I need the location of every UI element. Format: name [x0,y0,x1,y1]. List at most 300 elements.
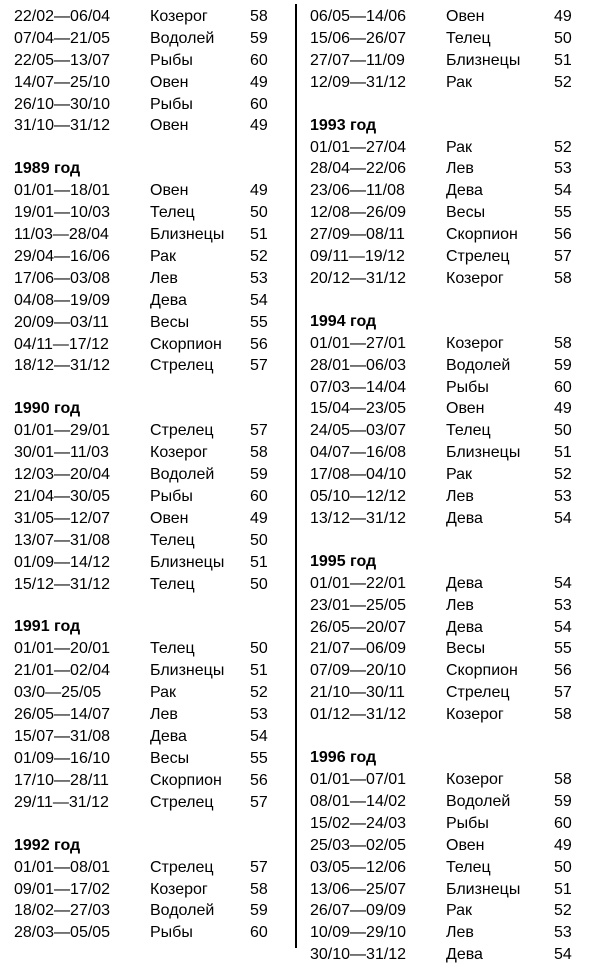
date-range: 10/09—29/10 [310,924,407,942]
zodiac-sign: Телец [150,575,195,593]
sign-number: 57 [250,858,268,876]
year-heading: 1996 год [310,749,377,767]
zodiac-sign: Дева [150,728,187,746]
zodiac-sign: Лев [446,596,474,614]
zodiac-sign: Рыбы [150,51,193,69]
table-row [310,660,597,682]
table-row [14,879,282,901]
date-range: 31/05—12/07 [14,509,111,527]
sign-number: 57 [554,248,572,266]
sign-number: 60 [250,95,268,113]
zodiac-sign: Весы [446,640,486,658]
table-row [310,879,597,901]
date-range: 01/01—08/01 [14,858,111,876]
sign-number: 49 [554,836,572,854]
zodiac-sign: Рак [150,684,177,702]
table-row [14,464,282,486]
table-row [310,180,597,202]
table-row [14,552,282,574]
table-row [310,857,597,879]
sign-number: 54 [554,946,572,964]
sign-number: 52 [554,73,572,91]
table-row [14,682,282,704]
date-range: 26/05—20/07 [310,618,407,636]
sign-number: 60 [250,488,268,506]
sign-number: 49 [250,73,268,91]
date-range: 13/06—25/07 [310,880,407,898]
date-range: 04/11—17/12 [14,335,109,353]
zodiac-sign: Рак [446,138,473,156]
table-row [14,530,282,552]
sign-number: 53 [554,596,572,614]
sign-number: 56 [554,662,572,680]
table-row [310,377,597,399]
date-range: 01/09—14/12 [14,553,111,571]
date-range: 14/07—25/10 [14,73,111,91]
date-range: 26/05—14/07 [14,706,111,724]
date-range: 27/09—08/11 [310,226,405,244]
table-row [14,857,282,879]
zodiac-sign: Овен [150,117,189,135]
date-range: 26/10—30/10 [14,95,111,113]
date-range: 08/01—14/02 [310,792,407,810]
zodiac-sign: Рыбы [150,488,193,506]
sign-number: 59 [554,356,572,374]
zodiac-sign: Рак [446,902,473,920]
sign-number: 55 [250,749,268,767]
table-row [310,900,597,922]
date-range: 15/06—26/07 [310,29,407,47]
date-range: 17/06—03/08 [14,269,111,287]
sign-number: 54 [554,182,572,200]
zodiac-sign: Водолей [446,792,511,810]
sign-number: 58 [554,334,572,352]
year-heading: 1991 год [14,618,81,636]
table-row [14,508,282,530]
sign-number: 58 [250,880,268,898]
sign-number: 51 [554,51,572,69]
zodiac-sign: Дева [150,291,187,309]
table-row [14,638,282,660]
zodiac-sign: Стрелец [150,793,214,811]
sign-number: 49 [554,400,572,418]
date-range: 13/07—31/08 [14,531,111,549]
date-range: 19/01—10/03 [14,204,111,222]
year-block [310,115,597,290]
table-row [14,94,282,116]
sign-number: 49 [554,8,572,25]
zodiac-sign: Овен [446,400,485,418]
date-range: 23/06—11/08 [310,182,405,200]
sign-number: 58 [554,771,572,789]
year-heading: 1995 год [310,552,377,570]
sign-number: 49 [250,182,268,200]
zodiac-sign: Козерог [150,8,208,25]
zodiac-sign: Скорпион [150,771,222,789]
sign-number: 52 [554,138,572,156]
date-range: 30/10—31/12 [310,946,407,964]
sign-number: 57 [250,793,268,811]
date-range: 28/01—06/03 [310,356,407,374]
table-row [14,574,282,596]
table-row [14,115,282,137]
zodiac-sign: Лев [446,160,474,178]
table-row [310,944,597,966]
sign-number: 58 [554,269,572,287]
zodiac-sign: Телец [150,204,195,222]
zodiac-sign: Дева [446,509,483,527]
zodiac-sign: Дева [446,574,483,592]
sign-number: 53 [554,160,572,178]
zodiac-sign: Дева [446,182,483,200]
year-heading: 1989 год [14,160,81,178]
sign-number: 59 [554,792,572,810]
date-range: 22/02—06/04 [14,8,111,25]
sign-number: 53 [250,269,268,287]
zodiac-sign: Водолей [150,29,215,47]
zodiac-sign: Стрелец [446,248,510,266]
table-row [14,770,282,792]
date-range: 21/04—30/05 [14,488,111,506]
table-row [310,617,597,639]
date-range: 18/12—31/12 [14,357,111,375]
zodiac-sign: Козерог [446,334,504,352]
table-row [310,137,597,159]
table-row [14,660,282,682]
date-range: 15/07—31/08 [14,728,111,746]
table-row [310,28,597,50]
zodiac-sign: Скорпион [446,662,518,680]
sign-number: 60 [554,814,572,832]
sign-number: 55 [554,204,572,222]
year-heading: 1992 год [14,836,81,854]
sign-number: 54 [554,574,572,592]
sign-number: 52 [554,466,572,484]
date-range: 17/08—04/10 [310,466,407,484]
table-row [310,224,597,246]
table-row [310,420,597,442]
table-row [14,442,282,464]
date-range: 01/01—27/04 [310,138,407,156]
year-heading: 1994 год [310,312,377,330]
zodiac-sign: Рак [446,73,473,91]
sign-number: 58 [554,706,572,724]
sign-number: 54 [554,618,572,636]
sign-number: 54 [250,728,268,746]
zodiac-sign: Телец [446,422,491,440]
date-range: 01/12—31/12 [310,706,407,724]
date-range: 01/01—18/01 [14,182,111,200]
zodiac-sign: Стрелец [150,422,214,440]
zodiac-sign: Телец [446,858,491,876]
zodiac-sign: Козерог [150,444,208,462]
zodiac-sign: Рыбы [446,378,489,396]
sign-number: 50 [250,575,268,593]
date-range: 28/04—22/06 [310,160,407,178]
date-range: 21/01—02/04 [14,662,111,680]
date-range: 01/01—22/01 [310,574,407,592]
table-row [14,420,282,442]
zodiac-sign: Близнецы [150,226,225,244]
date-range: 30/01—11/03 [14,444,109,462]
table-row [310,246,597,268]
table-row [14,50,282,72]
table-row [310,791,597,813]
table-row [310,835,597,857]
year-block [14,398,282,595]
table-row [14,6,282,28]
zodiac-sign: Козерог [446,269,504,287]
date-range: 23/01—25/05 [310,596,407,614]
year-block [310,747,597,966]
zodiac-sign: Козерог [150,880,208,898]
zodiac-sign: Скорпион [150,335,222,353]
sign-number: 52 [554,902,572,920]
zodiac-sign: Близнецы [446,880,521,898]
date-range: 17/10—28/11 [14,771,109,789]
zodiac-sign: Лев [150,706,178,724]
date-range: 29/04—16/06 [14,248,111,266]
sign-number: 50 [250,204,268,222]
zodiac-sign: Рыбы [150,924,193,942]
sign-number: 60 [250,924,268,942]
date-range: 20/12—31/12 [310,269,407,287]
date-range: 05/10—12/12 [310,488,407,506]
date-range: 01/01—27/01 [310,334,407,352]
table-row [310,682,597,704]
table-row [14,792,282,814]
zodiac-sign: Дева [446,946,483,964]
table-row [310,464,597,486]
date-range: 31/10—31/12 [14,117,111,135]
right-column [310,6,597,966]
zodiac-sign: Стрелец [150,858,214,876]
date-range: 27/07—11/09 [310,51,405,69]
sign-number: 51 [250,553,268,571]
table-row [310,486,597,508]
sign-number: 60 [554,378,572,396]
table-row [310,638,597,660]
sign-number: 58 [250,8,268,25]
date-range: 21/07—06/09 [310,640,407,658]
sign-number: 51 [554,444,572,462]
table-row [14,486,282,508]
table-row [310,355,597,377]
sign-number: 51 [250,226,268,244]
table-row [14,180,282,202]
zodiac-sign: Близнецы [150,662,225,680]
sign-number: 59 [250,902,268,920]
sign-number: 54 [554,509,572,527]
zodiac-sign: Овен [446,836,485,854]
table-row [14,355,282,377]
date-range: 15/02—24/03 [310,814,407,832]
table-row [310,573,597,595]
date-range: 03/05—12/06 [310,858,407,876]
table-row [310,595,597,617]
zodiac-sign: Дева [446,618,483,636]
date-range: 09/01—17/02 [14,880,111,898]
table-row [310,333,597,355]
date-range: 12/09—31/12 [310,73,407,91]
table-row [310,6,597,28]
date-range: 24/05—03/07 [310,422,407,440]
zodiac-sign: Рак [446,466,473,484]
date-range: 22/05—13/07 [14,51,111,69]
zodiac-sign: Овен [150,509,189,527]
sign-number: 53 [250,706,268,724]
table-row [310,508,597,530]
year-block [14,616,282,813]
sign-number: 59 [250,466,268,484]
table-row [310,704,597,726]
table-row [310,158,597,180]
table-row [14,312,282,334]
table-row [14,290,282,312]
table-row [14,704,282,726]
year-block [310,551,597,726]
zodiac-sign: Рыбы [446,814,489,832]
sign-number: 53 [554,924,572,942]
table-row [310,398,597,420]
zodiac-sign: Козерог [446,706,504,724]
date-range: 01/01—20/01 [14,640,111,658]
table-row [14,922,282,944]
left-column [14,6,282,944]
zodiac-sign: Телец [150,640,195,658]
continued-entries [14,6,282,137]
date-range: 04/08—19/09 [14,291,111,309]
sign-number: 57 [250,357,268,375]
date-range: 11/03—28/04 [14,226,109,244]
table-row [310,769,597,791]
zodiac-sign: Весы [150,313,190,331]
table-row [14,202,282,224]
date-range: 12/03—20/04 [14,466,111,484]
zodiac-sign: Лев [446,924,474,942]
zodiac-sign: Телец [446,29,491,47]
table-row [14,748,282,770]
date-range: 01/01—29/01 [14,422,111,440]
sign-number: 58 [250,444,268,462]
sign-number: 51 [554,880,572,898]
sign-number: 49 [250,117,268,135]
sign-number: 55 [250,313,268,331]
sign-number: 51 [250,662,268,680]
date-range: 06/05—14/06 [310,8,407,25]
zodiac-sign: Близнецы [446,51,521,69]
sign-number: 56 [554,226,572,244]
sign-number: 55 [554,640,572,658]
zodiac-sign: Близнецы [150,553,225,571]
date-range: 09/11—19/12 [310,248,405,266]
sign-number: 60 [250,51,268,69]
zodiac-sign: Рыбы [150,95,193,113]
zodiac-sign: Водолей [150,466,215,484]
zodiac-sign: Близнецы [446,444,521,462]
date-range: 21/10—30/11 [310,684,405,702]
zodiac-sign: Водолей [446,356,511,374]
sign-number: 50 [250,531,268,549]
date-range: 01/09—16/10 [14,749,111,767]
date-range: 26/07—09/09 [310,902,407,920]
sign-number: 54 [250,291,268,309]
table-row [310,72,597,94]
zodiac-sign: Стрелец [150,357,214,375]
table-row [14,900,282,922]
sign-number: 50 [250,640,268,658]
sign-number: 56 [250,771,268,789]
zodiac-sign: Скорпион [446,226,518,244]
zodiac-sign: Овен [150,182,189,200]
year-heading: 1993 год [310,116,377,134]
table-row [310,268,597,290]
sign-number: 50 [554,422,572,440]
year-heading: 1990 год [14,400,81,418]
date-range: 18/02—27/03 [14,902,111,920]
date-range: 15/12—31/12 [14,575,111,593]
zodiac-sign: Лев [446,488,474,506]
continued-entries [310,6,597,94]
date-range: 25/03—02/05 [310,836,407,854]
table-row [14,726,282,748]
zodiac-sign: Водолей [150,902,215,920]
date-range: 15/04—23/05 [310,400,407,418]
zodiac-sign: Овен [150,73,189,91]
column-divider [295,4,297,948]
sign-number: 57 [250,422,268,440]
table-row [310,922,597,944]
table-row [14,246,282,268]
zodiac-sign: Овен [446,8,485,25]
date-range: 13/12—31/12 [310,509,407,527]
sign-number: 57 [554,684,572,702]
zodiac-sign: Козерог [446,771,504,789]
sign-number: 52 [250,684,268,702]
table-row [14,268,282,290]
date-range: 03/0—25/05 [14,684,102,702]
sign-number: 53 [554,488,572,506]
date-range: 12/08—26/09 [310,204,407,222]
date-range: 20/09—03/11 [14,313,109,331]
table-row [310,50,597,72]
sign-number: 59 [250,29,268,47]
zodiac-sign: Весы [150,749,190,767]
date-range: 01/01—07/01 [310,771,407,789]
table-row [14,72,282,94]
date-range: 07/03—14/04 [310,378,407,396]
table-row [14,224,282,246]
year-block [14,835,282,945]
table-row [310,442,597,464]
sign-number: 49 [250,509,268,527]
zodiac-sign: Рак [150,248,177,266]
date-range: 04/07—16/08 [310,444,407,462]
table-row [14,28,282,50]
date-range: 28/03—05/05 [14,924,111,942]
table-row [14,334,282,356]
table-row [310,202,597,224]
zodiac-sign: Стрелец [446,684,510,702]
zodiac-sign: Телец [150,531,195,549]
sign-number: 50 [554,858,572,876]
zodiac-sign: Весы [446,204,486,222]
sign-number: 50 [554,29,572,47]
date-range: 07/04—21/05 [14,29,111,47]
table-row [310,813,597,835]
sign-number: 52 [250,248,268,266]
date-range: 29/11—31/12 [14,793,109,811]
